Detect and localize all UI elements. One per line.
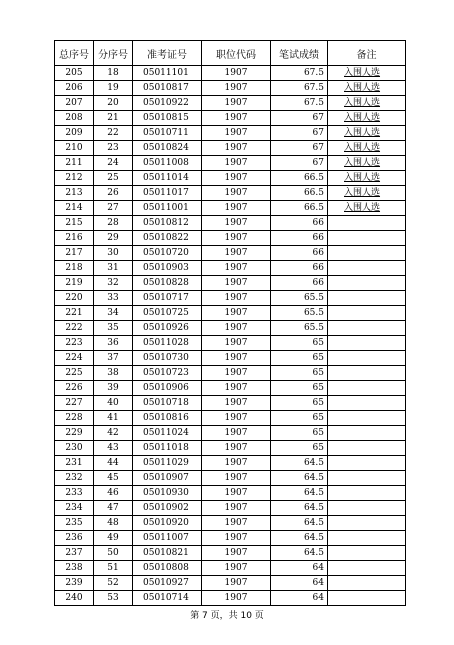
position-code-cell: 1907 — [202, 186, 271, 201]
table-row — [55, 531, 406, 546]
sub-index-cell: 33 — [94, 291, 133, 306]
table-row — [55, 381, 406, 396]
table-row — [55, 351, 406, 366]
total-index-cell: 238 — [55, 561, 94, 576]
sub-index-cell: 49 — [94, 531, 133, 546]
sub-index-cell: 28 — [94, 216, 133, 231]
remark-cell — [328, 261, 406, 276]
total-index-cell: 207 — [55, 96, 94, 111]
sub-index-cell: 22 — [94, 126, 133, 141]
remark-cell: 入围人选 — [328, 126, 406, 141]
position-code-cell: 1907 — [202, 171, 271, 186]
sub-index-cell: 25 — [94, 171, 133, 186]
total-index-cell: 208 — [55, 111, 94, 126]
remark-cell: 入围人选 — [328, 186, 406, 201]
remark-cell — [328, 396, 406, 411]
header-row — [55, 41, 406, 66]
position-code-cell: 1907 — [202, 456, 271, 471]
total-index-cell: 222 — [55, 321, 94, 336]
written-score-cell: 65 — [271, 426, 328, 441]
sub-index-cell: 20 — [94, 96, 133, 111]
sub-index-cell: 46 — [94, 486, 133, 501]
table-row — [55, 411, 406, 426]
total-index-cell: 223 — [55, 336, 94, 351]
written-score-cell: 67.5 — [271, 81, 328, 96]
written-score-cell: 64.5 — [271, 546, 328, 561]
written-score-cell: 65 — [271, 396, 328, 411]
position-code-cell: 1907 — [202, 531, 271, 546]
exam-number-cell: 05010926 — [133, 321, 202, 336]
header-sub-index: 分序号 — [94, 41, 133, 66]
table-row — [55, 426, 406, 441]
sub-index-cell: 40 — [94, 396, 133, 411]
written-score-cell: 67 — [271, 156, 328, 171]
sub-index-cell: 50 — [94, 546, 133, 561]
total-index-cell: 226 — [55, 381, 94, 396]
sub-index-cell: 39 — [94, 381, 133, 396]
table-row — [55, 171, 406, 186]
exam-number-cell: 05010718 — [133, 396, 202, 411]
remark-cell — [328, 486, 406, 501]
sub-index-cell: 38 — [94, 366, 133, 381]
written-score-cell: 67 — [271, 111, 328, 126]
score-table — [54, 40, 406, 606]
remark-cell — [328, 216, 406, 231]
position-code-cell: 1907 — [202, 141, 271, 156]
written-score-cell: 65 — [271, 381, 328, 396]
remark-cell — [328, 441, 406, 456]
position-code-cell: 1907 — [202, 126, 271, 141]
total-index-cell: 219 — [55, 276, 94, 291]
position-code-cell: 1907 — [202, 291, 271, 306]
written-score-cell: 64 — [271, 576, 328, 591]
sub-index-cell: 34 — [94, 306, 133, 321]
written-score-cell: 64.5 — [271, 516, 328, 531]
header-written-score: 笔试成绩 — [271, 41, 328, 66]
position-code-cell: 1907 — [202, 501, 271, 516]
exam-number-cell: 05011018 — [133, 441, 202, 456]
table-row — [55, 366, 406, 381]
position-code-cell: 1907 — [202, 246, 271, 261]
total-index-cell: 227 — [55, 396, 94, 411]
table-row — [55, 126, 406, 141]
remark-cell — [328, 336, 406, 351]
sub-index-cell: 18 — [94, 66, 133, 81]
remark-cell — [328, 531, 406, 546]
exam-number-cell: 05010906 — [133, 381, 202, 396]
exam-number-cell: 05011017 — [133, 186, 202, 201]
table-row — [55, 186, 406, 201]
total-index-cell: 230 — [55, 441, 94, 456]
header-position-code: 职位代码 — [202, 41, 271, 66]
remark-cell — [328, 501, 406, 516]
exam-number-cell: 05011001 — [133, 201, 202, 216]
position-code-cell: 1907 — [202, 546, 271, 561]
position-code-cell: 1907 — [202, 516, 271, 531]
sub-index-cell: 52 — [94, 576, 133, 591]
position-code-cell: 1907 — [202, 231, 271, 246]
exam-number-cell: 05010812 — [133, 216, 202, 231]
position-code-cell: 1907 — [202, 81, 271, 96]
sub-index-cell: 32 — [94, 276, 133, 291]
remark-cell — [328, 231, 406, 246]
table-row — [55, 516, 406, 531]
sub-index-cell: 19 — [94, 81, 133, 96]
table-row — [55, 276, 406, 291]
exam-number-cell: 05011014 — [133, 171, 202, 186]
remark-cell — [328, 576, 406, 591]
remark-cell — [328, 426, 406, 441]
table-row — [55, 501, 406, 516]
sub-index-cell: 45 — [94, 471, 133, 486]
total-index-cell: 233 — [55, 486, 94, 501]
written-score-cell: 65 — [271, 336, 328, 351]
sub-index-cell: 53 — [94, 591, 133, 606]
written-score-cell: 65 — [271, 441, 328, 456]
table-row — [55, 561, 406, 576]
remark-cell — [328, 456, 406, 471]
exam-number-cell: 05010720 — [133, 246, 202, 261]
written-score-cell: 66.5 — [271, 171, 328, 186]
written-score-cell: 66 — [271, 216, 328, 231]
position-code-cell: 1907 — [202, 561, 271, 576]
table-row — [55, 246, 406, 261]
position-code-cell: 1907 — [202, 276, 271, 291]
exam-number-cell: 05010717 — [133, 291, 202, 306]
remark-cell: 入围人选 — [328, 171, 406, 186]
written-score-cell: 66 — [271, 261, 328, 276]
remark-cell — [328, 291, 406, 306]
remark-cell — [328, 471, 406, 486]
position-code-cell: 1907 — [202, 321, 271, 336]
exam-number-cell: 05010817 — [133, 81, 202, 96]
position-code-cell: 1907 — [202, 381, 271, 396]
table-row — [55, 81, 406, 96]
table-row — [55, 96, 406, 111]
exam-number-cell: 05011008 — [133, 156, 202, 171]
written-score-cell: 67 — [271, 126, 328, 141]
written-score-cell: 65.5 — [271, 306, 328, 321]
sub-index-cell: 31 — [94, 261, 133, 276]
exam-number-cell: 05010711 — [133, 126, 202, 141]
exam-number-cell: 05010922 — [133, 96, 202, 111]
exam-number-cell: 05010821 — [133, 546, 202, 561]
remark-cell — [328, 306, 406, 321]
written-score-cell: 64.5 — [271, 531, 328, 546]
exam-number-cell: 05011029 — [133, 456, 202, 471]
table-row — [55, 486, 406, 501]
sub-index-cell: 23 — [94, 141, 133, 156]
remark-cell — [328, 246, 406, 261]
header-total-index: 总序号 — [55, 41, 94, 66]
written-score-cell: 66 — [271, 276, 328, 291]
remark-cell — [328, 276, 406, 291]
remark-cell: 入围人选 — [328, 201, 406, 216]
written-score-cell: 64.5 — [271, 456, 328, 471]
exam-number-cell: 05010930 — [133, 486, 202, 501]
total-index-cell: 232 — [55, 471, 94, 486]
table-row — [55, 111, 406, 126]
position-code-cell: 1907 — [202, 66, 271, 81]
written-score-cell: 67 — [271, 141, 328, 156]
sub-index-cell: 41 — [94, 411, 133, 426]
exam-number-cell: 05010902 — [133, 501, 202, 516]
sub-index-cell: 26 — [94, 186, 133, 201]
remark-cell — [328, 546, 406, 561]
total-index-cell: 216 — [55, 231, 94, 246]
position-code-cell: 1907 — [202, 366, 271, 381]
table-row — [55, 261, 406, 276]
sub-index-cell: 30 — [94, 246, 133, 261]
total-index-cell: 235 — [55, 516, 94, 531]
table-row — [55, 456, 406, 471]
written-score-cell: 65 — [271, 411, 328, 426]
total-index-cell: 221 — [55, 306, 94, 321]
table-row — [55, 321, 406, 336]
total-index-cell: 205 — [55, 66, 94, 81]
sub-index-cell: 47 — [94, 501, 133, 516]
written-score-cell: 64 — [271, 561, 328, 576]
table-row — [55, 396, 406, 411]
written-score-cell: 66 — [271, 246, 328, 261]
remark-cell: 入围人选 — [328, 141, 406, 156]
remark-cell: 入围人选 — [328, 66, 406, 81]
table-row — [55, 591, 406, 606]
table-row — [55, 216, 406, 231]
exam-number-cell: 05011024 — [133, 426, 202, 441]
sub-index-cell: 48 — [94, 516, 133, 531]
remark-cell — [328, 411, 406, 426]
remark-cell — [328, 381, 406, 396]
table-row — [55, 201, 406, 216]
header-exam-number: 准考证号 — [133, 41, 202, 66]
total-index-cell: 231 — [55, 456, 94, 471]
total-index-cell: 212 — [55, 171, 94, 186]
sub-index-cell: 21 — [94, 111, 133, 126]
remark-cell — [328, 561, 406, 576]
total-index-cell: 215 — [55, 216, 94, 231]
remark-cell — [328, 321, 406, 336]
remark-cell: 入围人选 — [328, 81, 406, 96]
exam-number-cell: 05010907 — [133, 471, 202, 486]
exam-number-cell: 05010815 — [133, 111, 202, 126]
exam-number-cell: 05010927 — [133, 576, 202, 591]
position-code-cell: 1907 — [202, 396, 271, 411]
exam-number-cell: 05011028 — [133, 336, 202, 351]
remark-cell: 入围人选 — [328, 156, 406, 171]
written-score-cell: 64.5 — [271, 501, 328, 516]
exam-number-cell: 05010714 — [133, 591, 202, 606]
sub-index-cell: 44 — [94, 456, 133, 471]
exam-number-cell: 05011007 — [133, 531, 202, 546]
page-footer: 第 7 页，共 10 页 — [190, 611, 264, 621]
sub-index-cell: 42 — [94, 426, 133, 441]
written-score-cell: 66.5 — [271, 186, 328, 201]
position-code-cell: 1907 — [202, 411, 271, 426]
total-index-cell: 218 — [55, 261, 94, 276]
position-code-cell: 1907 — [202, 471, 271, 486]
position-code-cell: 1907 — [202, 351, 271, 366]
table-row — [55, 471, 406, 486]
written-score-cell: 64.5 — [271, 471, 328, 486]
position-code-cell: 1907 — [202, 261, 271, 276]
sub-index-cell: 27 — [94, 201, 133, 216]
sub-index-cell: 37 — [94, 351, 133, 366]
exam-number-cell: 05010725 — [133, 306, 202, 321]
exam-number-cell: 05010808 — [133, 561, 202, 576]
written-score-cell: 66.5 — [271, 201, 328, 216]
written-score-cell: 67.5 — [271, 96, 328, 111]
sub-index-cell: 24 — [94, 156, 133, 171]
exam-number-cell: 05010723 — [133, 366, 202, 381]
table-row — [55, 441, 406, 456]
position-code-cell: 1907 — [202, 591, 271, 606]
written-score-cell: 65 — [271, 366, 328, 381]
sub-index-cell: 51 — [94, 561, 133, 576]
position-code-cell: 1907 — [202, 111, 271, 126]
total-index-cell: 220 — [55, 291, 94, 306]
table-row — [55, 336, 406, 351]
total-index-cell: 234 — [55, 501, 94, 516]
remark-cell — [328, 366, 406, 381]
position-code-cell: 1907 — [202, 336, 271, 351]
total-index-cell: 236 — [55, 531, 94, 546]
table-row — [55, 66, 406, 81]
total-index-cell: 211 — [55, 156, 94, 171]
sub-index-cell: 29 — [94, 231, 133, 246]
total-index-cell: 229 — [55, 426, 94, 441]
written-score-cell: 66 — [271, 231, 328, 246]
position-code-cell: 1907 — [202, 441, 271, 456]
total-index-cell: 228 — [55, 411, 94, 426]
sub-index-cell: 35 — [94, 321, 133, 336]
table-row — [55, 231, 406, 246]
total-index-cell: 237 — [55, 546, 94, 561]
remark-cell — [328, 516, 406, 531]
total-index-cell: 224 — [55, 351, 94, 366]
table-row — [55, 156, 406, 171]
table-row — [55, 576, 406, 591]
total-index-cell: 239 — [55, 576, 94, 591]
total-index-cell: 217 — [55, 246, 94, 261]
position-code-cell: 1907 — [202, 306, 271, 321]
table-row — [55, 546, 406, 561]
total-index-cell: 214 — [55, 201, 94, 216]
position-code-cell: 1907 — [202, 201, 271, 216]
sub-index-cell: 36 — [94, 336, 133, 351]
sub-index-cell: 43 — [94, 441, 133, 456]
written-score-cell: 64.5 — [271, 486, 328, 501]
exam-number-cell: 05011101 — [133, 66, 202, 81]
remark-cell — [328, 591, 406, 606]
table-row — [55, 141, 406, 156]
exam-number-cell: 05010730 — [133, 351, 202, 366]
position-code-cell: 1907 — [202, 426, 271, 441]
total-index-cell: 240 — [55, 591, 94, 606]
written-score-cell: 64 — [271, 591, 328, 606]
position-code-cell: 1907 — [202, 486, 271, 501]
table-row — [55, 306, 406, 321]
exam-number-cell: 05010816 — [133, 411, 202, 426]
total-index-cell: 209 — [55, 126, 94, 141]
written-score-cell: 65 — [271, 351, 328, 366]
total-index-cell: 225 — [55, 366, 94, 381]
remark-cell: 入围人选 — [328, 111, 406, 126]
written-score-cell: 65.5 — [271, 321, 328, 336]
header-remark: 备注 — [328, 41, 406, 66]
exam-number-cell: 05010828 — [133, 276, 202, 291]
total-index-cell: 213 — [55, 186, 94, 201]
exam-number-cell: 05010903 — [133, 261, 202, 276]
written-score-cell: 65.5 — [271, 291, 328, 306]
total-index-cell: 206 — [55, 81, 94, 96]
table-row — [55, 291, 406, 306]
position-code-cell: 1907 — [202, 156, 271, 171]
remark-cell: 入围人选 — [328, 96, 406, 111]
exam-number-cell: 05010824 — [133, 141, 202, 156]
position-code-cell: 1907 — [202, 96, 271, 111]
exam-number-cell: 05010822 — [133, 231, 202, 246]
position-code-cell: 1907 — [202, 216, 271, 231]
exam-number-cell: 05010920 — [133, 516, 202, 531]
written-score-cell: 67.5 — [271, 66, 328, 81]
remark-cell — [328, 351, 406, 366]
total-index-cell: 210 — [55, 141, 94, 156]
position-code-cell: 1907 — [202, 576, 271, 591]
